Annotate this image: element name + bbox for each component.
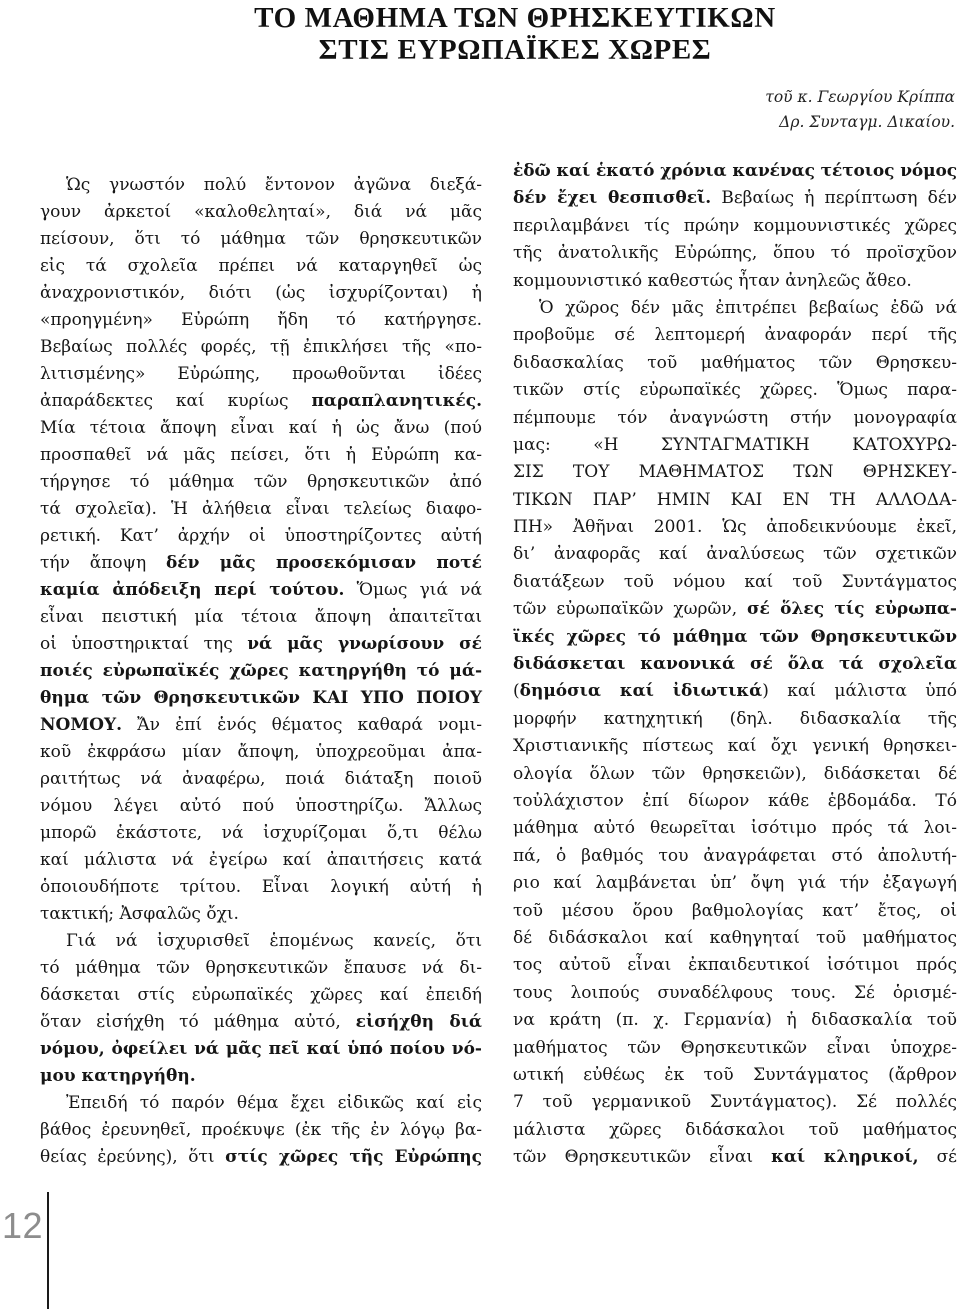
bold-text-run: ἐδῶ καί ἑκατό χρόνια κανένας τέτοιος νόμος: [513, 161, 957, 181]
text-line: [513, 1089, 957, 1116]
text-line: [40, 820, 482, 847]
text-line: [513, 487, 957, 514]
text-line: [40, 523, 482, 550]
text-line-content: [40, 256, 482, 276]
text-line-content: [66, 175, 482, 195]
text-line-content: [513, 1038, 957, 1058]
text-run: μπορῶ ἑκάστοτε, νά ἰσχυρίζομαι ὅ,τι θέλω: [40, 823, 482, 843]
text-line-content: [40, 391, 482, 411]
article-title: [200, 2, 830, 66]
text-line: [40, 874, 482, 901]
text-line-content: [513, 490, 957, 510]
text-line-content: [40, 796, 482, 816]
text-line-content: [513, 271, 912, 291]
text-line-content: [513, 380, 957, 400]
text-line: [513, 158, 957, 185]
author-credentials: Δρ. Συνταγμ. Δικαίου.: [779, 113, 955, 131]
text-run: τοῦ μέσου ὅρου βαθμολογίας κατ’ ἔτος, οἱ: [513, 900, 957, 921]
left-column: [40, 172, 482, 1171]
text-line: [513, 706, 957, 733]
text-line-content: [40, 445, 482, 465]
text-line-content: [513, 243, 957, 263]
text-line-content: [40, 742, 482, 762]
text-line-content: [513, 1147, 957, 1167]
text-line: [40, 550, 482, 577]
text-run: 7 τοῦ γερμανικοῦ Συντάγματος). Σέ πολλές: [513, 1092, 957, 1113]
text-run: δι’ ἀναφορᾶς καί ἀναλύσεως τῶν σχετικῶν: [513, 544, 957, 565]
text-line-content: [40, 1147, 482, 1167]
text-line: [513, 295, 957, 322]
text-run: ΤΙΚΩΝ ΠΑΡ’ ΗΜΙΝ ΚΑΙ ΕΝ ΤΗ ΑΛΛΟΔΑ-: [513, 489, 957, 510]
text-line: [513, 322, 957, 349]
text-run: ραιτήτως νά ἀναφέρω, ποιά διάταξη ποιοῦ: [40, 769, 482, 789]
text-line-content: [40, 1066, 196, 1086]
text-run: τῆς ἀνατολικῆς Εὐρώπης, ὅπου τό προϊσχῦον: [513, 243, 957, 264]
text-line: [513, 1117, 957, 1144]
text-line-content: [513, 216, 957, 236]
text-line-content: [513, 928, 957, 948]
text-run: ὁποιουδήποτε τρίτου. Εἶναι λογική αὐτή ἡ: [40, 877, 482, 897]
bold-text-run: δημόσια καί ἰδιωτικά: [519, 681, 763, 702]
text-line: [513, 1007, 957, 1034]
text-line: [513, 761, 957, 788]
text-run: διατάξεων τοῦ νόμου καί τοῦ Συντάγματος: [513, 571, 957, 592]
text-line: [40, 226, 482, 253]
text-run: πείσουν, ὅτι τό μάθημα τῶν θρησκευτικῶν: [40, 229, 482, 249]
text-line: [40, 604, 482, 631]
text-run: μορφήν κατηχητική (δηλ. διδασκαλία τῆς: [513, 708, 957, 729]
text-line-content: [513, 1120, 957, 1140]
text-line: [513, 185, 957, 212]
text-run: τήργησε τό μάθημα τῶν θρησκευτικῶν ἀπό: [40, 472, 482, 492]
text-line: [40, 388, 482, 415]
text-run: βάθος ἐρευνηθεῖ, προέκυψε (ἐκ τῆς ἐν λόγῳ βα-: [40, 1120, 482, 1140]
text-line: [40, 334, 482, 361]
text-line-content: [513, 791, 957, 811]
text-line: [40, 901, 482, 928]
text-line: [40, 1036, 482, 1063]
text-run: ) καί μάλιστα ὑπό: [762, 681, 957, 702]
bold-text-run: ποιές εὐρωπαϊκές χῶρες κατηργήθη τό μά-: [40, 661, 482, 681]
right-column: [513, 158, 957, 1171]
text-line-content: [40, 1039, 482, 1059]
text-run: θείας ἐρεύνης), ὅτι: [40, 1147, 226, 1167]
text-run: δέ διδάσκαλοι καί καθηγηταί τοῦ μαθήματος: [513, 927, 957, 948]
text-line-content: [513, 188, 957, 208]
text-line-content: [513, 873, 957, 893]
text-line-content: [539, 298, 957, 318]
text-line: [513, 870, 957, 897]
text-line-content: [40, 715, 482, 735]
text-line-content: [513, 736, 957, 756]
text-line: [40, 442, 482, 469]
text-run: Ἐπειδή τό παρόν θέμα ἔχει εἰδικῶς καί εἰς: [66, 1093, 482, 1113]
bold-text-run: εἰσήχθη διά: [355, 1012, 482, 1032]
text-run: νόμου λέγει αὐτό πού ὑποστηρίζω. Ἄλλως: [40, 796, 482, 816]
text-line-content: [40, 607, 482, 627]
text-line: [513, 459, 957, 486]
text-run: ΣΙΣ ΤΟΥ ΜΑΘΗΜΑΤΟΣ ΤΩΝ ΘΡΗΣΚΕΥ-: [513, 462, 957, 483]
text-line-content: [513, 599, 957, 619]
text-line: [40, 469, 482, 496]
article-title-line: ΤΟ ΜΑΘΗΜΑ ΤΩΝ ΘΡΗΣΚΕΥΤΙΚΩΝ: [254, 2, 776, 34]
text-line-content: [40, 958, 482, 978]
text-line-content: [513, 408, 957, 428]
text-line: [40, 1063, 482, 1090]
text-run: μάθημα αὐτό θεωρεῖται ἰσότιμο πρός τά λοι-: [513, 818, 957, 839]
text-line-content: [513, 1092, 957, 1112]
text-line: [513, 1144, 957, 1171]
text-run: Ἄν ἐπί ἑνός θέματος καθαρά νομι-: [122, 715, 482, 735]
text-run: ἀναχρονιστικόν, διότι (ὡς ἰσχυρίζονται) ἡ: [40, 283, 482, 303]
text-line-content: [513, 654, 957, 674]
text-line: [513, 514, 957, 541]
text-run: τοὐλάχιστον ἐπί δίωρον κάθε ἑβδομάδα. Τό: [513, 790, 957, 811]
text-line-content: [513, 846, 957, 866]
text-line: [40, 280, 482, 307]
text-line: [513, 980, 957, 1007]
text-line: [40, 1090, 482, 1117]
text-run: καί μάλιστα νά ἐγείρω καί ἀπαιτήσεις κατά: [40, 850, 482, 870]
text-run: εἰς τά σχολεῖα πρέπει νά καταργηθεῖ ὡς: [40, 256, 482, 276]
text-line-content: [513, 161, 957, 181]
paragraph: [40, 928, 482, 1090]
text-line-content: [513, 901, 957, 921]
text-line-content: [40, 580, 482, 600]
text-run: «προηγμένη» Εὐρώπη ἤδη τό κατήργησε.: [40, 310, 482, 330]
text-run: ωτική εὐθέως ἐκ τοῦ Συντάγματος (ἄρθρον: [513, 1064, 957, 1085]
text-line-content: [40, 823, 482, 843]
text-line: [513, 843, 957, 870]
text-line: [513, 213, 957, 240]
text-run: ΠΗ» Ἀθῆναι 2001. Ὡς ἀποδεικνύουμε ἐκεῖ,: [513, 517, 957, 538]
text-line-content: [40, 202, 482, 222]
text-run: τικῶν στίς εὐρωπαϊκές χῶρες. Ὅμως παρα-: [513, 380, 957, 401]
text-line: [513, 1035, 957, 1062]
text-line-content: [40, 364, 482, 384]
text-run: προβοῦμε σέ λεπτομερή ἀναφοράν περί τῆς: [513, 325, 957, 346]
text-run: ὅταν εἰσήχθη τό μάθημα αὐτό,: [40, 1012, 356, 1032]
text-run: Ὁ χῶρος δέν μᾶς ἐπιτρέπει βεβαίως ἐδῶ νά: [539, 297, 957, 318]
text-line: [513, 1062, 957, 1089]
text-run: κομμουνιστικό καθεστώς ἦταν ἀνηλεῶς ἄθεο.: [513, 270, 912, 291]
bold-text-run: μου κατηργήθη.: [40, 1066, 196, 1086]
bold-text-run: ϊκές χῶρες τό μάθημα τῶν Θρησκευτικῶν: [513, 626, 957, 647]
text-line: [513, 788, 957, 815]
text-line-content: [40, 229, 482, 249]
text-line: [40, 739, 482, 766]
bold-text-run: δέν ἔχει θεσπισθεῖ.: [513, 188, 712, 209]
text-line-content: [40, 472, 482, 492]
text-line: [513, 624, 957, 651]
text-run: τους λοιπούς συναδέλφους τους. Σέ ὁρισμέ-: [513, 982, 957, 1003]
text-run: ολογία ὅλων τῶν θρησκειῶν), διδάσκεται δέ: [513, 763, 957, 784]
text-line: [40, 253, 482, 280]
text-line-content: [40, 499, 482, 519]
text-run: λιτισμένης» Εὐρώπης, προωθοῦνται ἰδέες: [40, 364, 482, 384]
text-line-content: [513, 1010, 957, 1030]
text-run: μας: «Η ΣΥΝΤΑΓΜΑΤΙΚΗ ΚΑΤΟΧΥΡΩ-: [513, 434, 957, 455]
text-line: [40, 982, 482, 1009]
text-line-content: [40, 985, 482, 1005]
paragraph: [513, 158, 957, 295]
text-run: προσπαθεῖ νά μᾶς πείσει, ὅτι ἡ Εὐρώπη κα-: [40, 445, 482, 465]
bold-text-run: θημα τῶν Θρησκευτικῶν ΚΑΙ ΥΠΟ ΠΟΙΟΥ: [40, 688, 482, 708]
text-run: ἀπαράδεκτες καί κυρίως: [40, 391, 312, 411]
text-run: πέμπουμε τόν ἀναγνώστη στήν μονογραφία: [513, 407, 957, 428]
text-line-content: [40, 877, 482, 897]
text-line: [513, 432, 957, 459]
page-number: 12: [2, 1205, 44, 1246]
text-line-content: [40, 283, 482, 303]
text-run: δάσκεται στίς εὐρωπαϊκές χῶρες καί ἐπειδή: [40, 985, 482, 1005]
bold-text-run: παραπλανητικές.: [311, 391, 482, 411]
text-run: τακτική; Ἀσφαλῶς ὄχι.: [40, 904, 239, 924]
text-line-content: [513, 462, 957, 482]
bold-text-run: δέν μᾶς προσεκόμισαν ποτέ: [165, 553, 482, 573]
text-line-content: [66, 931, 482, 951]
text-run: περιλαμβάνει τίς πρώην κομμουνιστικές χῶρες: [513, 215, 957, 236]
text-line-content: [40, 526, 482, 546]
text-line: [40, 631, 482, 658]
text-run: Ὡς γνωστόν πολύ ἔντονον ἀγῶνα διεξά-: [66, 175, 482, 195]
author-name: τοῦ κ. Γεωργίου Κρίππα: [765, 88, 955, 106]
text-line: [513, 815, 957, 842]
text-line-content: [40, 310, 482, 330]
text-line-content: [40, 337, 482, 357]
text-line: [40, 658, 482, 685]
text-run: εἶναι πειστική μία τέτοια ἄποψη ἀπαιτεῖται: [40, 607, 482, 627]
text-run: γουν ἀρκετοί «καλοθεληταί», διά νά μᾶς: [40, 202, 482, 222]
article-title-line: ΣΤΙΣ ΕΥΡΩΠΑΪΚΕΣ ΧΩΡΕΣ: [318, 34, 712, 66]
text-line-content: [40, 661, 482, 681]
text-line: [40, 928, 482, 955]
text-line-content: [513, 1065, 957, 1085]
text-line: [40, 712, 482, 739]
text-line-content: [40, 1012, 482, 1032]
text-line-content: [40, 769, 482, 789]
text-line: [40, 577, 482, 604]
text-run: ρετική. Κατ’ ἀρχήν οἱ ὑποστηρίζοντες αὐτή: [40, 526, 482, 546]
text-run: (: [513, 681, 520, 702]
text-line-content: [513, 325, 957, 345]
text-line: [513, 405, 957, 432]
text-line: [513, 678, 957, 705]
text-line-content: [40, 1120, 482, 1140]
text-run: να κράτη (π. χ. Γερμανία) ἡ διδασκαλία τοῦ: [513, 1010, 957, 1031]
bold-text-run: ΝΟΜΟΥ.: [40, 715, 123, 735]
text-line-content: [513, 435, 957, 455]
bold-text-run: σέ ὅλες τίς εὐρωπα-: [746, 599, 957, 620]
text-run: μάλιστα χῶρες διδάσκαλοι τοῦ μαθήματος: [513, 1119, 957, 1140]
text-run: πά, ὁ βαθμός του ἀναγράφεται στό ἀπολυτή-: [513, 845, 957, 866]
text-line-content: [513, 572, 957, 592]
text-run: Βεβαίως πολλές φορές, τῇ ἐπικλήσει τῆς «πο-: [40, 337, 482, 357]
paragraph: [40, 1090, 482, 1171]
text-line: [40, 955, 482, 982]
text-line: [40, 1009, 482, 1036]
text-line-content: [513, 681, 957, 701]
text-run: μαθήματος τῶν Θρησκευτικῶν εἶναι ὑποχρε-: [513, 1037, 957, 1058]
text-run: διδασκαλίας τοῦ μαθήματος τῶν Θρησκευ-: [513, 352, 957, 373]
text-line: [513, 898, 957, 925]
text-line: [513, 240, 957, 267]
text-line: [40, 1144, 482, 1171]
text-line: [513, 569, 957, 596]
bold-text-run: νά μᾶς γνωρίσουν σέ: [247, 634, 483, 654]
text-line: [513, 925, 957, 952]
author-byline: [765, 85, 955, 135]
text-run: σέ: [918, 1147, 957, 1168]
text-line: [40, 496, 482, 523]
bold-text-run: καμία ἀπόδειξη περί τούτου.: [40, 580, 345, 600]
text-line: [513, 541, 957, 568]
text-line-content: [513, 709, 957, 729]
text-line: [40, 793, 482, 820]
text-run: τά σχολεῖα). Ἡ ἀλήθεια εἶναι τελείως διαφο-: [40, 499, 482, 519]
text-line: [513, 596, 957, 623]
text-line: [40, 307, 482, 334]
text-line: [40, 415, 482, 442]
text-run: τό μάθημα τῶν θρησκευτικῶν ἔπαυσε νά δι-: [40, 958, 482, 978]
text-line-content: [40, 904, 239, 924]
text-line-content: [40, 688, 482, 708]
text-line-content: [513, 517, 957, 537]
text-run: κοῦ ἐκφράσω μίαν ἄποψη, ὑποχρεοῦμαι ἀπα-: [40, 742, 482, 762]
text-line: [513, 350, 957, 377]
text-line-content: [40, 850, 482, 870]
text-line-content: [66, 1093, 482, 1113]
bold-text-run: καί κληρικοί,: [771, 1147, 919, 1168]
text-line: [513, 377, 957, 404]
text-line: [513, 651, 957, 678]
paragraph: [40, 172, 482, 928]
text-line: [40, 847, 482, 874]
text-run: τήν ἄποψη: [40, 553, 166, 573]
text-line: [513, 268, 957, 295]
text-line: [40, 1117, 482, 1144]
text-line: [40, 199, 482, 226]
text-run: Μία τέτοια ἄποψη εἶναι καί ἡ ὡς ἄνω (πού: [40, 418, 482, 438]
text-line: [40, 172, 482, 199]
text-run: Χριστιανικῆς πίστεως καί ὄχι γενική θρησκει-: [513, 736, 957, 757]
text-line: [513, 733, 957, 760]
text-run: οἱ ὑποστηρικταί της: [40, 634, 248, 654]
text-line: [40, 361, 482, 388]
text-line-content: [40, 634, 482, 654]
text-run: τῶν Θρησκευτικῶν εἶναι: [513, 1147, 772, 1168]
bold-text-run: διδάσκεται κανονικά σέ ὅλα τά σχολεῖα: [513, 654, 957, 675]
text-line-content: [513, 818, 957, 838]
text-run: τῶν εὐρωπαϊκῶν χωρῶν,: [513, 599, 747, 620]
text-line: [40, 766, 482, 793]
bold-text-run: νόμου, ὀφείλει νά μᾶς πεῖ καί ὑπό ποίου νό-: [40, 1039, 482, 1059]
text-run: τος αὐτοῦ εἶναι ἐκπαιδευτικοί ἰσότιμοι πρός: [513, 955, 957, 976]
bold-text-run: στίς χῶρες τῆς Εὐρώπης: [225, 1147, 482, 1167]
text-line-content: [513, 353, 957, 373]
page-number-rule: [47, 1192, 49, 1309]
text-run: ριο καί λαμβάνεται ὑπ’ ὄψη γιά τήν ἐξαγωγή: [513, 873, 957, 894]
text-run: Βεβαίως ἡ περίπτωση δέν: [711, 188, 957, 209]
text-line-content: [513, 544, 957, 564]
text-run: Ὅμως γιά νά: [344, 580, 482, 600]
text-run: Γιά νά ἰσχυρισθεῖ ἑπομένως κανείς, ὅτι: [66, 931, 482, 951]
text-line-content: [513, 955, 957, 975]
text-line-content: [40, 418, 482, 438]
text-line-content: [513, 627, 957, 647]
text-line: [513, 952, 957, 979]
text-line-content: [40, 553, 482, 573]
text-line: [40, 685, 482, 712]
text-line-content: [513, 764, 957, 784]
text-line-content: [513, 983, 957, 1003]
paragraph: [513, 295, 957, 1172]
